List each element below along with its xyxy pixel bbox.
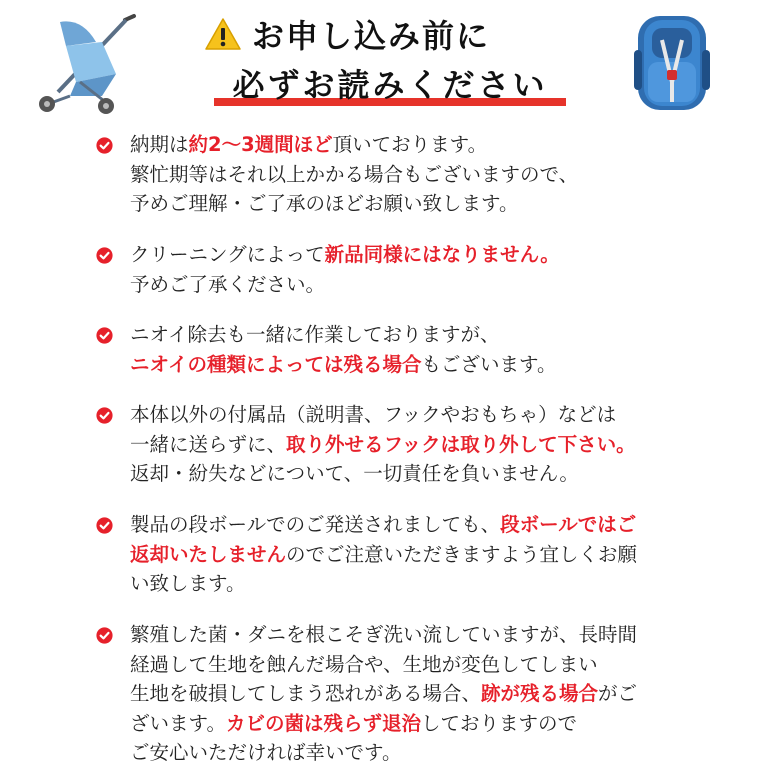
header (0, 0, 780, 120)
notice-item (96, 510, 637, 599)
emphasis-text: ニオイの種類によっては残る場合 (130, 352, 422, 376)
stroller-icon (30, 12, 150, 116)
body-text: しておりますので (420, 711, 577, 735)
notice-line (130, 350, 556, 380)
emphasis-text: 段ボールではご (500, 513, 637, 536)
body-text: がご (598, 682, 638, 705)
notice-line (130, 709, 637, 739)
body-text: クリーニングによって (130, 243, 325, 266)
notice-line (130, 430, 636, 460)
notice-line (130, 189, 578, 219)
notice-line (130, 650, 637, 680)
notice-line (130, 620, 637, 650)
check-circle-icon (96, 327, 113, 344)
emphasis-text: 取り外せるフックは取り外して下さい。 (286, 432, 636, 456)
title-text-2: 必ずお読みください (232, 66, 548, 104)
notice-line (130, 130, 578, 160)
body-text: 予めご理解・ご了承のほどお願い致します。 (130, 192, 519, 215)
notice-line (130, 540, 637, 570)
check-circle-icon (96, 137, 113, 154)
check-circle-icon (96, 517, 113, 534)
title-line-1 (204, 12, 490, 56)
emphasis-text: 約2〜3週間ほど (188, 133, 333, 156)
body-text: ニオイ除去も一緒に作業しておりますが、 (130, 323, 500, 346)
check-circle-icon (96, 407, 113, 424)
body-text: ざいます。 (130, 711, 226, 735)
title-line-2 (214, 60, 566, 106)
body-text: 製品の段ボールでのご発送されましても、 (130, 513, 501, 536)
emphasis-text: カビの菌は残らず退治 (225, 711, 421, 735)
notice-line (130, 569, 637, 599)
notice-line (130, 459, 636, 489)
car-seat-icon (632, 10, 712, 114)
notice-line (130, 679, 637, 709)
emphasis-text: 新品同様にはなりません。 (324, 243, 560, 266)
body-text: 繁殖した菌・ダニを根こそぎ洗い流していますが、長時間 (130, 623, 638, 646)
body-text: 本体以外の付属品（説明書、フックやおもちゃ）などは (130, 403, 617, 426)
notice-line (130, 510, 637, 540)
notice-line (130, 400, 636, 430)
body-text: のでご注意いただきますよう宜しくお願 (286, 542, 638, 566)
body-text: 生地を破損してしまう恐れがある場合、 (130, 682, 482, 705)
body-text: 経過して生地を蝕んだ場合や、生地が変色してしまい (130, 652, 598, 676)
body-text: 予めご了承ください。 (130, 272, 326, 296)
emphasis-text: 返却いたしません (130, 542, 287, 566)
body-text: ご安心いただければ幸いです。 (130, 741, 402, 764)
emphasis-text: 跡が残る場合 (481, 682, 599, 705)
body-text: 返却・紛失などについて、一切責任を負いません。 (130, 462, 579, 485)
warning-triangle-icon (204, 17, 242, 51)
notice-item (96, 620, 637, 768)
notice-item (96, 130, 578, 219)
notice-item (96, 320, 556, 379)
notice-line (130, 320, 556, 350)
body-text: い致します。 (130, 572, 246, 595)
notice-line (130, 270, 560, 300)
notice-item (96, 400, 636, 489)
body-text: 納期は (130, 133, 189, 156)
check-circle-icon (96, 627, 113, 644)
notice-item (96, 240, 560, 299)
title-text-1: お申し込み前に (252, 17, 491, 55)
body-text: 一緒に送らずに、 (130, 432, 287, 456)
body-text: 繁忙期等はそれ以上かかる場合もございますので、 (130, 162, 579, 186)
body-text: もございます。 (421, 352, 557, 376)
notice-line (130, 240, 560, 270)
notice-line (130, 738, 637, 768)
body-text: 頂いております。 (332, 133, 488, 156)
notice-line (130, 160, 578, 190)
check-circle-icon (96, 247, 113, 264)
